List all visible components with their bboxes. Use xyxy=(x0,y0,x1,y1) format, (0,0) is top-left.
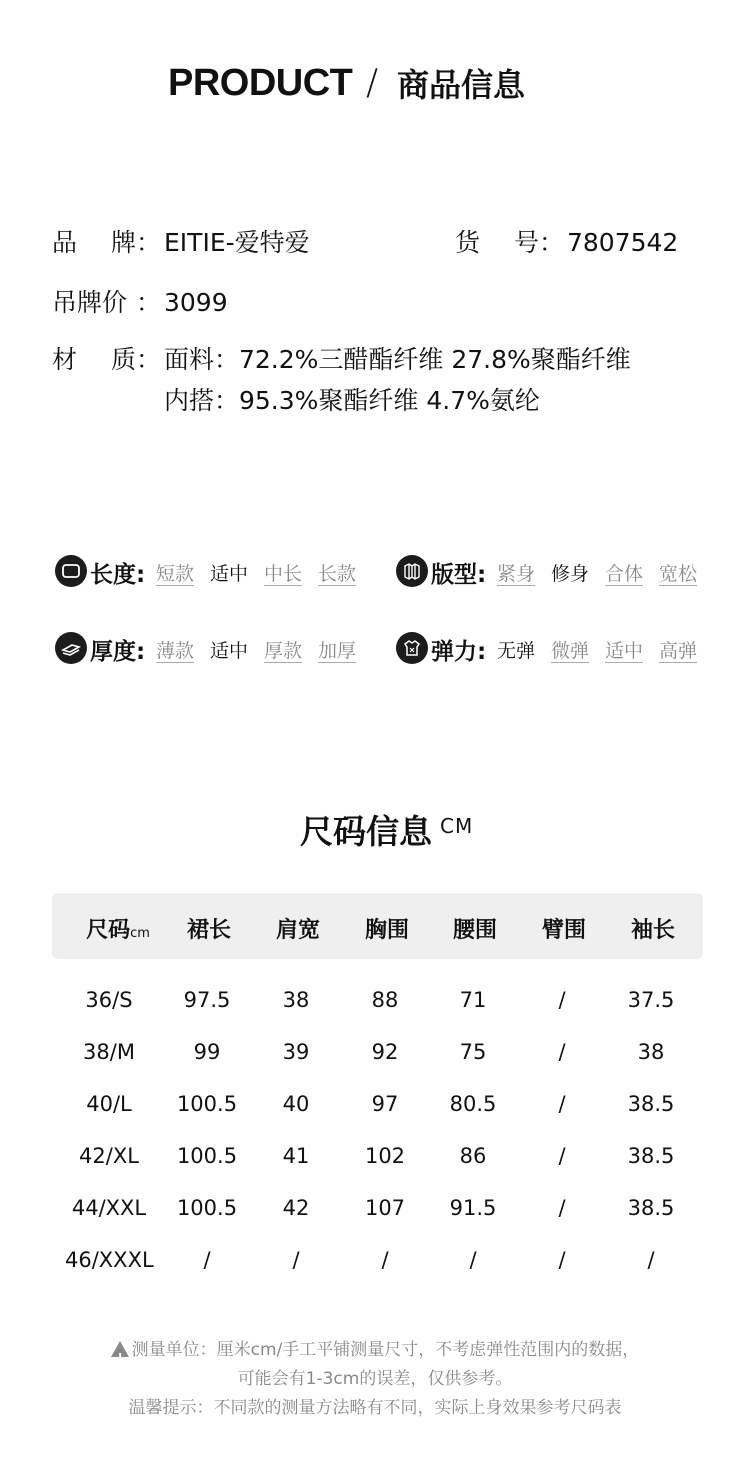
option: 紧身 xyxy=(497,563,536,585)
price-label: 吊牌价 xyxy=(52,288,128,317)
cell: 97 xyxy=(371,1092,399,1116)
cell: 42 xyxy=(282,1196,310,1220)
sku-label: 货 号 xyxy=(455,228,539,257)
table-row xyxy=(52,1196,703,1226)
header-title-zh: 商品信息 xyxy=(397,66,526,104)
cell: 37.5 xyxy=(627,988,675,1012)
attr-name: 版型: xyxy=(431,562,487,588)
cell: 75 xyxy=(459,1040,487,1064)
cell: 91.5 xyxy=(449,1196,497,1220)
header-cell: 胸围 xyxy=(364,918,409,943)
cell: 99 xyxy=(193,1040,221,1064)
cell: 100.5 xyxy=(176,1092,238,1116)
material-line-1: 面料：72.2%三醋酯纤维 27.8%聚酯纤维 xyxy=(164,345,631,374)
cell: 41 xyxy=(282,1144,310,1168)
header-cell: 臂围 xyxy=(541,918,586,943)
cell: 100.5 xyxy=(176,1144,238,1168)
cell: 38 xyxy=(637,1040,665,1064)
option: 适中 xyxy=(605,640,644,662)
cell: / xyxy=(558,1040,566,1064)
attr-length xyxy=(55,555,375,589)
cell: 39 xyxy=(282,1040,310,1064)
cell: 38.5 xyxy=(627,1144,675,1168)
option: 微弹 xyxy=(551,640,590,662)
cell: 38.5 xyxy=(627,1092,675,1116)
option: 加厚 xyxy=(318,640,357,662)
cell: 38 xyxy=(282,988,310,1012)
price-value: 3099 xyxy=(164,288,228,317)
option: 高弹 xyxy=(659,640,698,662)
note-line-1: !测量单位：厘米cm/手工平铺测量尺寸，不考虑弹性范围内的数据， xyxy=(0,1336,750,1365)
page-header xyxy=(0,58,750,108)
attr-name: 长度: xyxy=(90,562,146,588)
cell: 107 xyxy=(364,1196,406,1220)
length-options xyxy=(156,559,356,586)
attr-name: 弹力: xyxy=(431,639,487,665)
table-row xyxy=(52,1144,703,1174)
cell: 44/XXL xyxy=(71,1196,147,1220)
option: 中长 xyxy=(264,563,303,585)
cell: 102 xyxy=(364,1144,406,1168)
cell: / xyxy=(558,1092,566,1116)
header-cell: 袖长 xyxy=(630,918,675,943)
cell: 80.5 xyxy=(449,1092,497,1116)
option: 短款 xyxy=(156,563,195,585)
option-selected: 适中 xyxy=(210,563,249,585)
table-row xyxy=(52,1248,703,1278)
option-selected: 适中 xyxy=(210,640,249,662)
brand-row: 品 牌 ： EITIE-爱特爱 xyxy=(52,228,310,257)
elasticity-options xyxy=(497,636,697,663)
table-row xyxy=(52,1040,703,1070)
cell: / xyxy=(381,1248,389,1272)
fit-icon xyxy=(396,555,428,587)
size-table-header xyxy=(52,893,703,959)
option-selected: 无弹 xyxy=(497,640,536,662)
cell: / xyxy=(203,1248,211,1272)
material-row-2 xyxy=(164,386,540,416)
cell: / xyxy=(292,1248,300,1272)
cell: 40/L xyxy=(86,1092,132,1116)
sku-row: 货 号 ： 7807542 xyxy=(455,228,679,257)
option: 宽松 xyxy=(659,563,698,585)
cell: 46/XXXL xyxy=(65,1248,154,1272)
header-cell: 裙长 xyxy=(186,918,231,943)
length-icon xyxy=(55,555,87,587)
cell: 36/S xyxy=(85,988,133,1012)
cell: / xyxy=(469,1248,477,1272)
cell: 42/XL xyxy=(79,1144,139,1168)
price-row: 吊牌价 ： 3099 xyxy=(52,288,228,317)
cell: / xyxy=(558,988,566,1012)
size-unit: CM xyxy=(440,814,474,838)
warning-icon xyxy=(111,1341,129,1357)
option-selected: 修身 xyxy=(551,563,590,585)
table-row xyxy=(52,988,703,1018)
material-row: 材 质 ： 面料：72.2%三醋酯纤维 27.8%聚酯纤维 xyxy=(52,345,631,374)
attr-name: 厚度: xyxy=(90,639,146,665)
cell: 71 xyxy=(459,988,487,1012)
header-title-en: PRODUCT xyxy=(168,62,353,104)
sku-value: 7807542 xyxy=(567,228,679,257)
cell: 97.5 xyxy=(183,988,231,1012)
cell: 40 xyxy=(282,1092,310,1116)
cell: 86 xyxy=(459,1144,487,1168)
material-line-2: 内搭：95.3%聚酯纤维 4.7%氨纶 xyxy=(164,386,540,415)
cell: 100.5 xyxy=(176,1196,238,1220)
cell: 38/M xyxy=(83,1040,135,1064)
attr-elasticity xyxy=(396,632,716,666)
note-line-3: 温馨提示：不同款的测量方法略有不同，实际上身效果参考尺码表 xyxy=(128,1398,622,1418)
header-cell: 肩宽 xyxy=(275,918,320,943)
header-cell: 腰围 xyxy=(452,918,497,943)
cell: / xyxy=(558,1196,566,1220)
thickness-icon xyxy=(55,632,87,664)
attr-fit xyxy=(396,555,716,589)
elasticity-icon xyxy=(396,632,428,664)
attr-thickness xyxy=(55,632,375,666)
cell: / xyxy=(558,1248,566,1272)
brand-value: EITIE-爱特爱 xyxy=(164,228,310,257)
fit-options xyxy=(497,559,697,586)
option: 薄款 xyxy=(156,640,195,662)
brand-label: 品 牌 xyxy=(52,228,136,257)
header-cell: 尺码cm xyxy=(86,918,150,943)
cell: 38.5 xyxy=(627,1196,675,1220)
option: 厚款 xyxy=(264,640,303,662)
cell: / xyxy=(558,1144,566,1168)
option: 合体 xyxy=(605,563,644,585)
measurement-notes xyxy=(0,1336,750,1423)
cell: 92 xyxy=(371,1040,399,1064)
material-label: 材 质 xyxy=(52,345,136,374)
cell: 88 xyxy=(371,988,399,1012)
note-line-2: 可能会有1-3cm的误差，仅供参考。 xyxy=(237,1369,513,1389)
option: 长款 xyxy=(318,563,357,585)
header-divider: / xyxy=(366,62,379,103)
table-row xyxy=(52,1092,703,1122)
size-section-title: 尺码信息 $^{CM}$ xyxy=(300,812,474,851)
cell: / xyxy=(647,1248,655,1272)
thickness-options xyxy=(156,636,356,663)
